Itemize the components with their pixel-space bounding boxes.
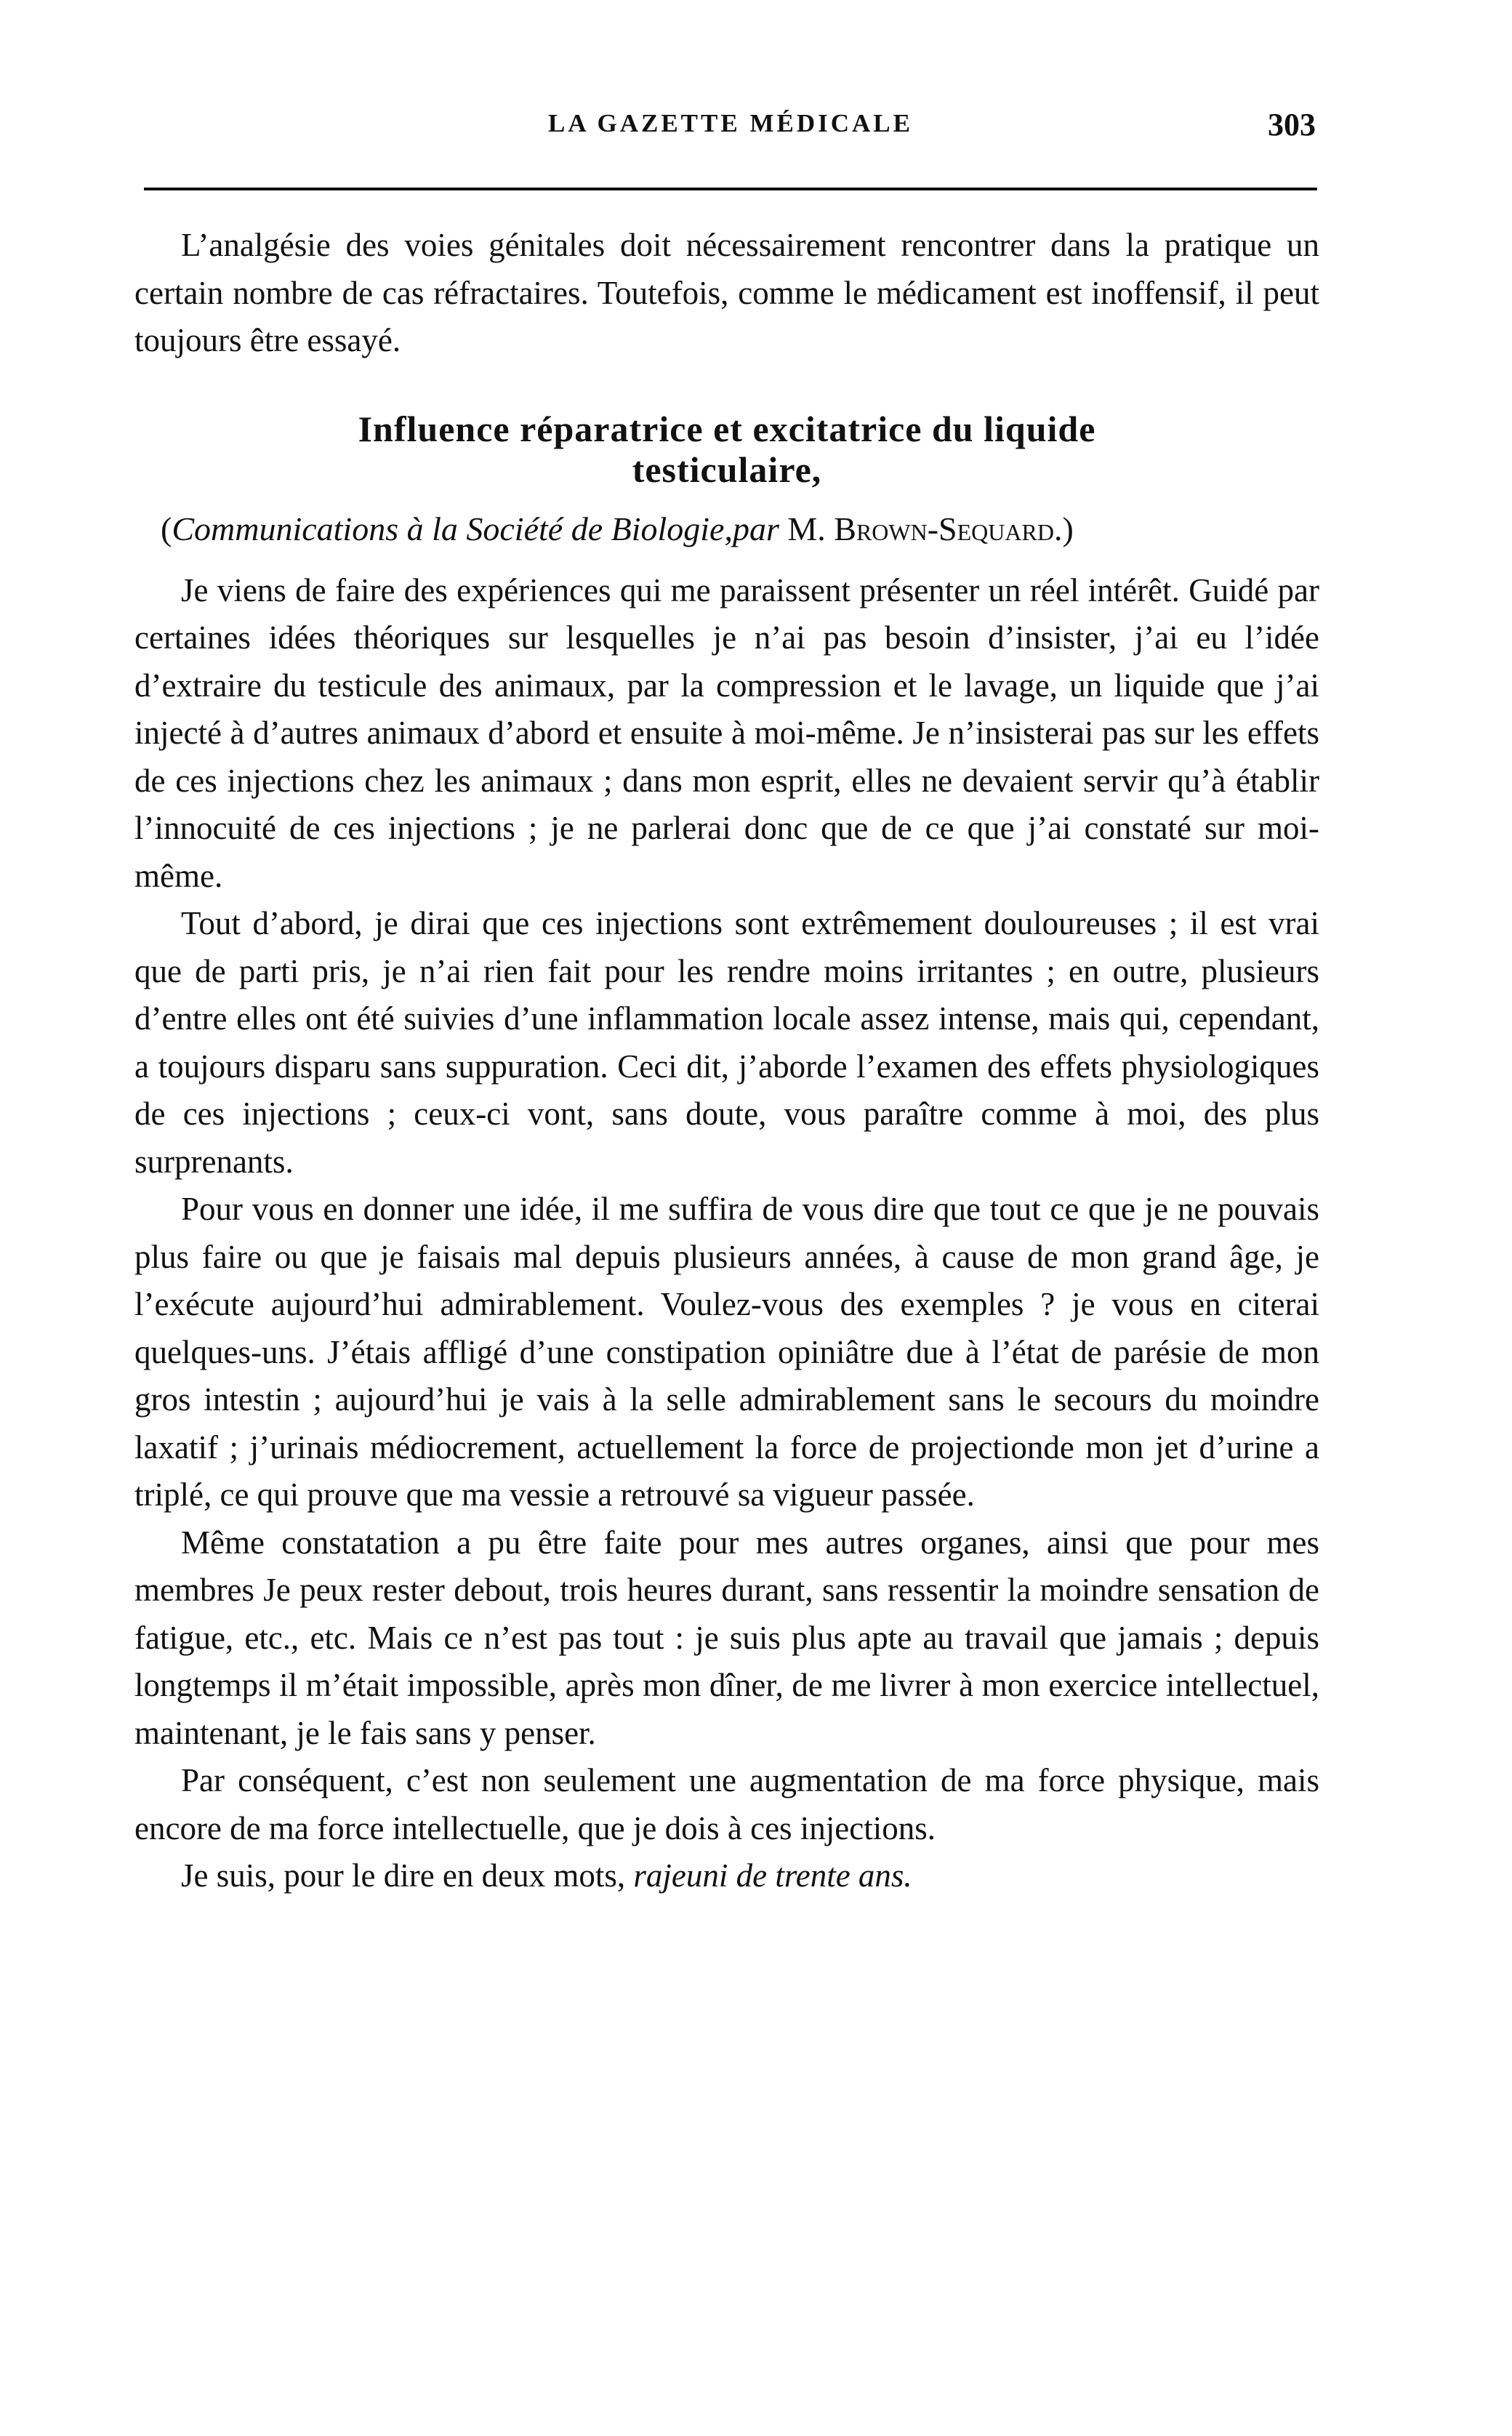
- section-heading: [134, 409, 1319, 490]
- section-heading-line-1: Influence réparatrice et excitatrice du liquide: [358, 408, 1096, 449]
- credit-open-paren: (: [161, 510, 172, 547]
- page-number: 303: [1268, 107, 1316, 142]
- body-paragraph-6: [134, 1852, 1319, 1900]
- header-rule: [144, 188, 1317, 190]
- running-title: LA GAZETTE MÉDICALE: [548, 109, 913, 137]
- body-paragraph-1: Je viens de faire des expériences qui me paraissent présenter un réel intérêt. Guidé par certaines idées théoriques sur lesquelles je n’ai pas besoin d’insister, j’ai eu l’idée d’extraire du testicule des animaux, par la compression et le lavage, un liquide que j’ai injecté à d’autres animaux d’abord et ensuite à moi-même. Je n’insisterai pas sur les effets de ces injections chez les animaux ; dans mon esprit, elles ne devaient servir qu’à établir l’innocuité de ces injections ; je ne parlerai donc que de ce que j’ai constaté sur moi-même.: [134, 571, 1319, 894]
- page-body: [134, 222, 1319, 1900]
- body-paragraph-2: Tout d’abord, je dirai que ces injections sont extrêmement douloureuses ; il est vrai que de parti pris, je n’ai rien fait pour les rendre moins irritantes ; en outre, plusieurs d’entre elles ont été suivies d’une inflammation locale assez intense, mais qui, cependant, a toujours disparu sans suppuration. Ceci dit, j’aborde l’examen des effets physiologiques de ces injections ; ceux-ci vont, sans doute, vous paraître comme à moi, des plus surprenants.: [134, 905, 1319, 1180]
- body-paragraph-4: Même constatation a pu être faite pour mes autres organes, ainsi que pour mes membres Je peux rester debout, trois heures durant, sans ressentir la moindre sensation de fatigue, etc., etc. Mais ce n’est pas tout : je suis plus apte au travail que jamais ; depuis longtemps il m’était impossible, après mon dîner, de me livrer à mon exercice intellectuel, maintenant, je le fais sans y penser.: [134, 1524, 1319, 1751]
- section-credit: [161, 506, 1319, 552]
- credit-source: Communications à la Société de Biologie,par: [172, 510, 779, 547]
- credit-close-paren: ): [1062, 510, 1074, 547]
- section-heading-line-2: testiculaire,: [632, 449, 822, 490]
- page-header: [145, 109, 1316, 160]
- closing-sentence: Je suis, pour le dire en deux mots,: [181, 1857, 626, 1894]
- body-paragraph-3: Pour vous en donner une idée, il me suffira de vous dire que tout ce que je ne pouvais plus faire ou que je faisais mal depuis plusieurs années, à cause de mon grand âge, je l’exécute aujourd’hui admirablement. Voulez-vous des exemples ? je vous en citerai quelques-uns. J’étais affligé d’une constipation opiniâtre due à l’état de parésie de mon gros intestin ; aujourd’hui je vais à la selle admirablement sans le secours du moindre laxatif ; j’urinais médiocrement, actuellement la force de projectionde mon jet d’urine a triplé, ce qui prouve que ma vessie a retrouvé sa vigueur passée.: [134, 1191, 1319, 1513]
- credit-author: M. Brown-Sequard.: [787, 510, 1063, 547]
- closing-emphasis: rajeuni de trente ans.: [633, 1857, 912, 1894]
- intro-paragraph: L’analgésie des voies génitales doit nécessairement rencontrer dans la pratique un certain nombre de cas réfractaires. Toutefois, comme le médicament est inoffensif, il peut toujours être essayé.: [134, 227, 1319, 358]
- body-paragraph-5: Par conséquent, c’est non seulement une augmentation de ma force physique, mais encore de ma force intellectuelle, que je dois à ces injections.: [134, 1762, 1319, 1846]
